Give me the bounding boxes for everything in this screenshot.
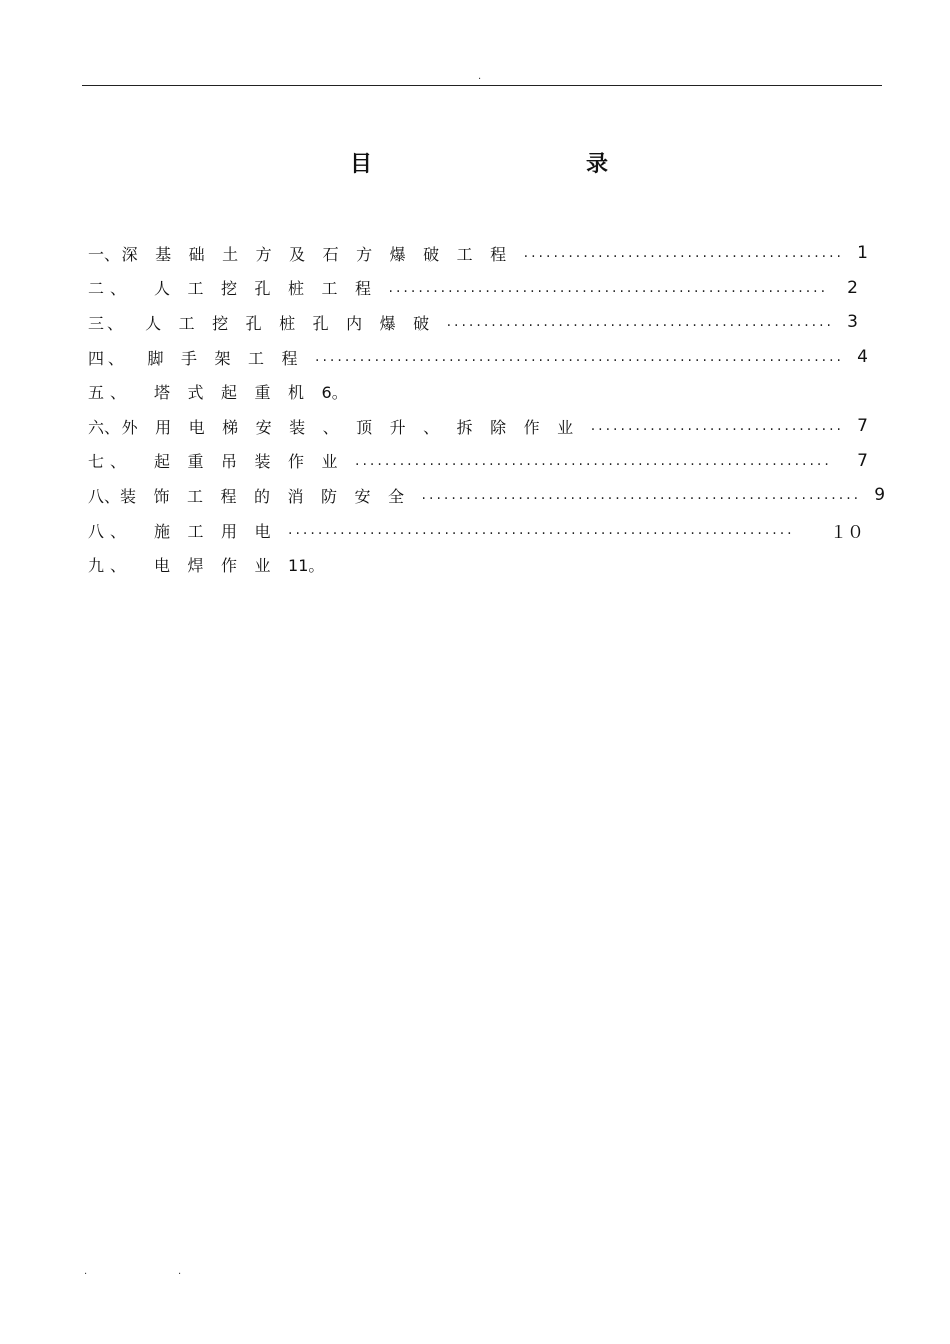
toc-entry-leader-dots: ....................................................................... <box>315 349 844 366</box>
toc-entry-separator: 、 <box>104 486 121 506</box>
toc-entry-leader-dots: ........................................................... <box>421 487 862 504</box>
toc-entry-leader-dots: ................................................................ <box>355 452 832 469</box>
toc-entry-label: 起重吊装作业 <box>154 452 356 472</box>
header-mark: . <box>478 71 482 82</box>
toc-entry-label: 人工挖孔桩工程 <box>154 279 389 299</box>
toc-entry-number: 四 <box>88 348 105 368</box>
footer-mark-left: . <box>84 1266 88 1277</box>
toc-entry-separator: 、 <box>104 417 121 437</box>
toc-entry[interactable] <box>88 444 872 479</box>
toc-entry-page: 4 <box>857 347 868 368</box>
toc-entry-number: 八 <box>88 521 105 541</box>
toc-title-right: 录 <box>586 152 609 177</box>
toc-entry-label: 人工挖孔桩孔内爆破 <box>145 313 447 333</box>
header-rule <box>82 85 882 86</box>
toc-list <box>88 236 886 582</box>
toc-entry-separator: 、 <box>110 279 127 299</box>
toc-entry[interactable] <box>88 340 872 375</box>
toc-entry-label: 施工用电 <box>154 521 289 541</box>
toc-entry-page: １０ <box>830 522 864 543</box>
toc-entry-number: 三 <box>88 313 105 333</box>
toc-entry-number: 九 <box>88 556 105 576</box>
toc-entry-leader-dots: .................................. <box>590 418 844 435</box>
toc-entry[interactable] <box>88 271 872 306</box>
toc-entry-leader-dots: .................................................................... <box>288 522 795 539</box>
footer-mark-right: . <box>178 1266 182 1277</box>
toc-entry-separator: 、 <box>107 313 124 333</box>
toc-entry-page: 6。 <box>321 383 348 403</box>
toc-entry-separator: 、 <box>110 521 127 541</box>
toc-entry-page: 11。 <box>288 556 325 576</box>
toc-entry-number: 七 <box>88 452 105 472</box>
toc-entry-number: 二 <box>88 279 105 299</box>
toc-title-left: 目 <box>350 152 373 177</box>
toc-entry-page: 3 <box>847 312 858 333</box>
toc-title <box>350 150 610 180</box>
toc-entry-label: 电焊作业 <box>154 556 289 576</box>
toc-entry-page: 9 <box>874 485 886 506</box>
toc-entry-separator: 、 <box>104 244 121 264</box>
toc-entry-number: 六 <box>88 417 105 437</box>
toc-entry-number: 五 <box>88 383 105 403</box>
toc-entry-separator: 、 <box>110 452 127 472</box>
toc-entry-label: 装饰工程的消防安全 <box>120 486 422 506</box>
toc-entry-leader-dots: ........................................... <box>523 245 844 262</box>
toc-entry-separator: 、 <box>107 348 124 368</box>
toc-entry-page: 2 <box>847 277 858 298</box>
toc-entry-leader-dots: ........................................................... <box>388 279 829 296</box>
toc-entry-separator: 、 <box>110 556 127 576</box>
toc-entry-number: 八 <box>88 486 105 506</box>
toc-entry-label: 脚手架工程 <box>147 348 316 368</box>
toc-entry-leader-dots: .................................................... <box>446 314 834 331</box>
toc-entry[interactable] <box>88 236 872 271</box>
toc-entry[interactable] <box>88 547 872 582</box>
toc-entry-label: 塔式起重机 <box>154 383 322 403</box>
toc-entry-page: 1 <box>857 243 868 264</box>
toc-entry-page: 7 <box>857 450 868 471</box>
toc-entry[interactable] <box>88 374 872 409</box>
toc-entry[interactable] <box>88 409 872 444</box>
toc-entry-label: 深基础土方及石方爆破工程 <box>121 244 524 264</box>
toc-entry-label: 外用电梯安装、顶升、拆除作业 <box>121 417 591 437</box>
toc-entry[interactable] <box>88 305 872 340</box>
toc-entry-number: 一 <box>88 244 105 264</box>
toc-entry-page: 7 <box>857 416 868 437</box>
toc-entry-separator: 、 <box>110 383 127 403</box>
toc-entry[interactable] <box>88 478 886 513</box>
toc-entry[interactable] <box>88 513 872 548</box>
